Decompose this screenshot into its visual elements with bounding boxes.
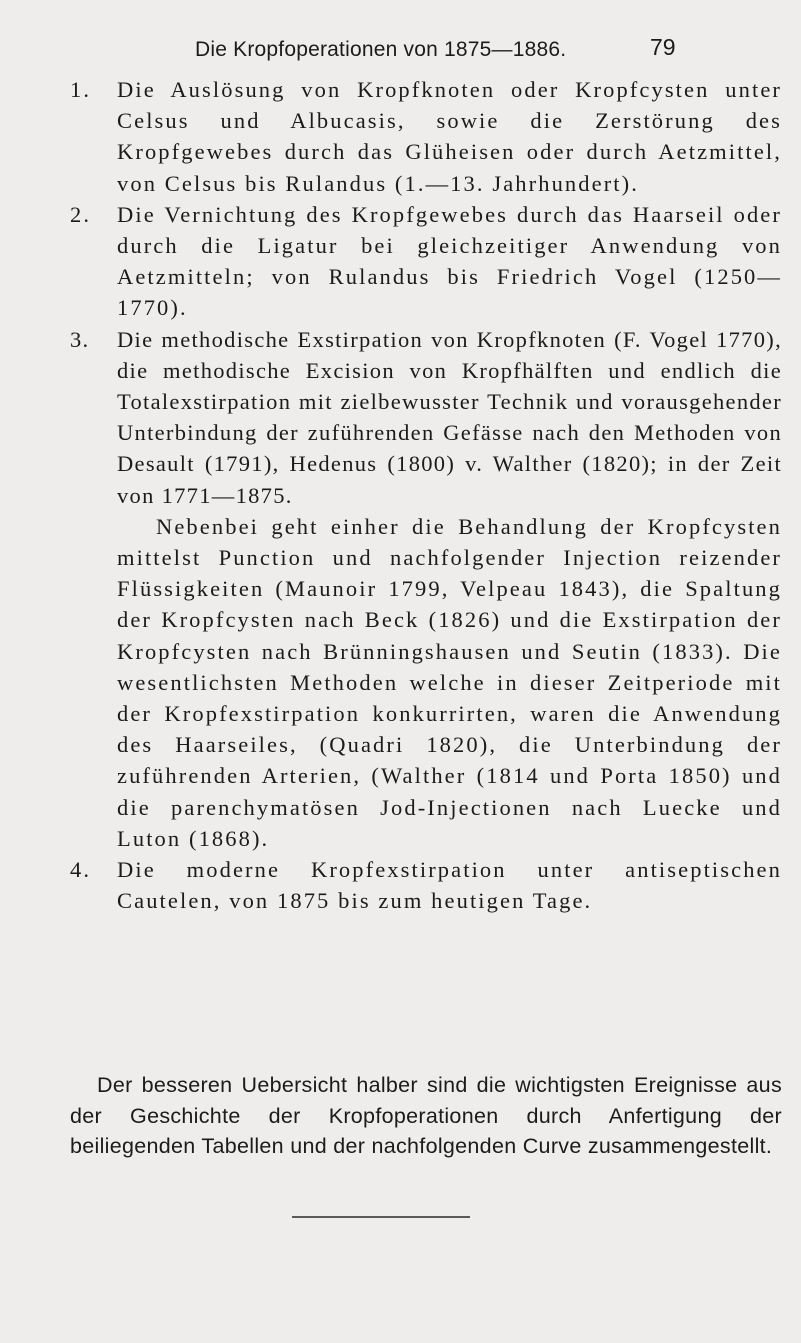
list-item-text: Die Auslösung von Kropfknoten oder Kropfcysten unter Celsus und Albucasis, sowie die Zerstörung des Kropfgewebes durch das Glüheisen oder durch Aetzmittel, von Celsus bis Rulandus (1.—13. Jahrhundert). [117,77,782,196]
closing-paragraph-text: Der besseren Uebersicht halber sind die wichtigsten Ereignisse aus der Geschichte der Kropfoperationen durch Anfertigung der beiliegenden Tabellen und der nachfolgenden Curve zusammengestellt. [70,1073,782,1158]
list-item-text: Die Vernichtung des Kropfgewebes durch das Haarseil oder durch die Ligatur bei gleichzeitiger Anwendung von Aetzmitteln; von Rulandus bis Friedrich Vogel (1250—1770). [117,201,782,321]
page-number: 79 [650,34,676,60]
numbered-list [70,74,782,916]
list-item-continuation: Nebenbei geht einher die Behandlung der Kropfcysten mittelst Punction und nachfolgender Injection reizender Flüssigkeiten (Maunoir 1799, Velpeau 1843), die Spaltung der Kropfcysten nach Beck (1826) und die Exstirpation der Kropfcysten nach Brünningshausen und Seutin (1833). Die wesentlichsten Methoden welche in dieser Zeitperiode mit der Kropfexstirpation konkurrirten, waren die Anwendung des Haarseiles, (Quadri 1820), die Unterbindung der zuführenden Arterien, (Walther (1814 und Porta 1850) und die parenchymatösen Jod-Injectionen nach Luecke und Luton (1868). [117,513,782,851]
list-item-number: 4. [70,857,92,883]
list-item-text: Die moderne Kropfexstirpation unter antiseptischen Cautelen, von 1875 bis zum heutigen Tage. [117,857,782,914]
list-item-number: 3. [70,326,90,352]
footer-rule [292,1216,470,1218]
list-item-text: Die methodische Exstirpation von Kropfknoten (F. Vogel 1770), die methodische Excision von Kropfhälften und endlich die Totalexstirpation mit zielbewusster Technik und vorausgehender Unterbindung der zuführenden Gefässe nach den Methoden von Desault (1791), Hedenus (1800) v. Walther (1820); in der Zeit von 1771—1875. [117,326,782,508]
closing-paragraph [70,1070,782,1162]
running-title: Die Kropfoperationen von 1875—1886. [195,38,567,61]
list-item [70,324,782,854]
list-item [70,74,782,199]
list-item-number: 1. [70,77,92,102]
list-item-number: 2. [70,201,92,227]
list-item [70,199,782,324]
list-item [70,854,782,916]
page-header [0,34,801,64]
